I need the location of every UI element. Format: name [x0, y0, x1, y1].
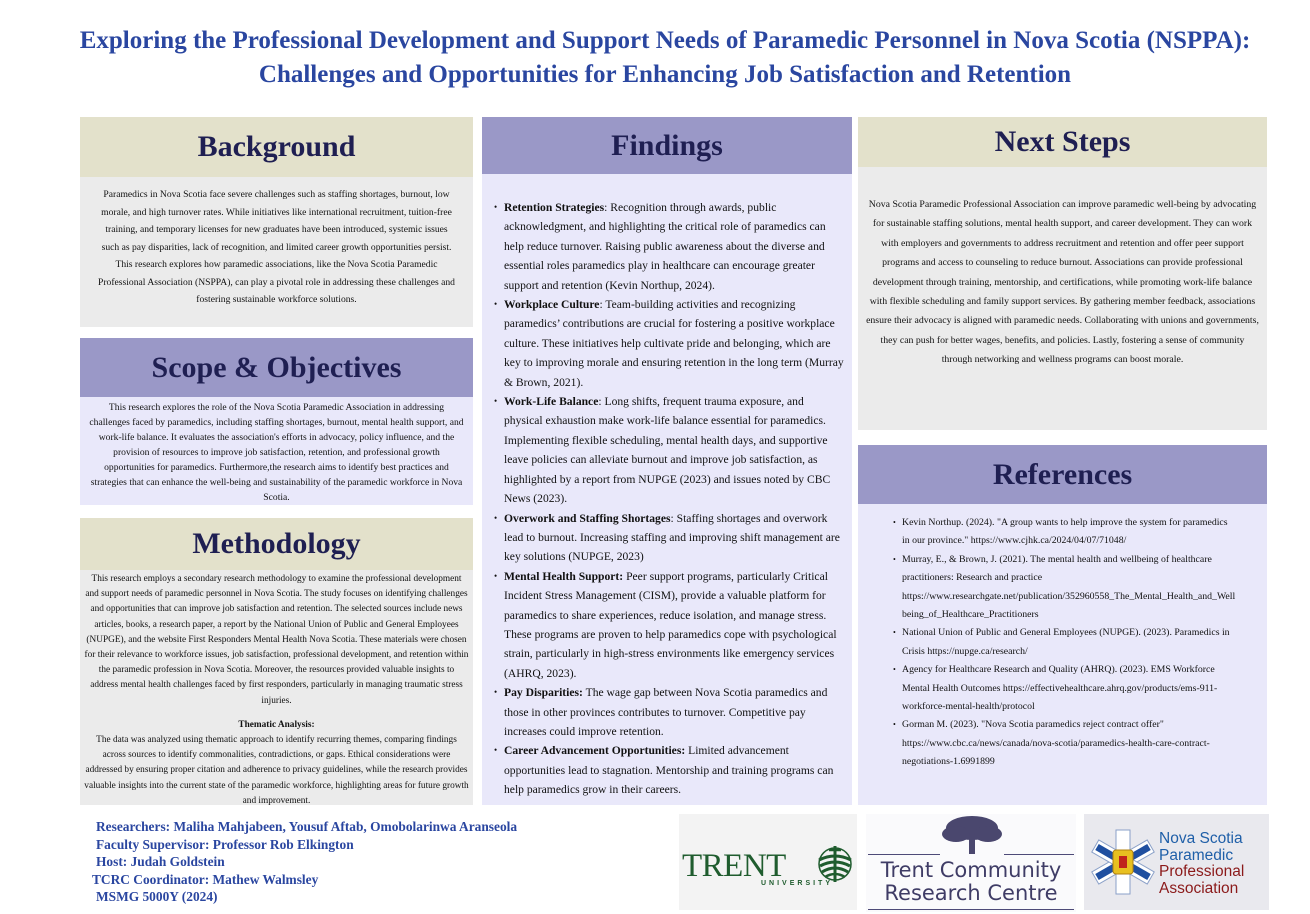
next-steps-text: Nova Scotia Paramedic Professional Association can improve paramedic well-being by advocating for sustainable staffing solutions, mental health support, and career development. They can work with employers and governments to address recruitment and retention and offer peer support programs and access to counseling to reduce burnout. Associations can provide professional development through training, mentorship, and certifications, while promoting work-life balance with flexible scheduling and family support services. By gathering member feedback, associations ensure their advocacy is aligned with paramedic needs. Collaborating with unions and governments, they can push for better wages, benefits, and policies. Lastly, fostering a sense of community through networking and wellness programs can boost morale.	[866, 199, 1259, 366]
course-line: MSMG 5000Y (2024)	[96, 889, 218, 905]
finding-text: Recognition through awards, public acknowledgment, and highlighting the critical role of paramedics can help reduce turnover. Raising public awareness about the diverse and essential roles paramedics play in healthcare can encourage greater support and retention (Kevin Northup, 2024).	[504, 201, 826, 292]
references-list	[894, 514, 1237, 772]
tcrc-line-1: Trent Community	[880, 858, 1062, 882]
coordinator-line: TCRC Coordinator: Mathew Walmsley	[92, 871, 319, 887]
host-line: Host: Judah Goldstein	[96, 854, 225, 870]
finding-text: The wage gap between Nova Scotia paramedics and those in other provinces contributes to turnover. Competitive pay increases could improve retention.	[504, 686, 828, 738]
finding-label: Mental Health Support:	[504, 569, 624, 583]
reference-item: • National Union of Public and General Employees (NUPGE). (2023). Paramedics in Crisis https://nupge.ca/research/	[894, 624, 1237, 661]
background-text: Paramedics in Nova Scotia face severe challenges such as staffing shortages, burnout, low morale, and high turnover rates. While initiatives like international recruitment, tuition-free training, and temporary licenses for new graduates have been introduced, systemic issues such as pay disparities, lack of recognition, and limited career growth opportunities persist. This research explores how paramedic associations, like the Nova Scotia Paramedic Professional Association (NSPPA), can play a pivotal role in addressing these challenges and fostering sustainable workforce solutions.	[98, 189, 455, 305]
finding-item: • Overwork and Staffing Shortages: Staffing shortages and overwork lead to burnout. Increasing staffing and improving shift management are key solutions (NUPGE, 2023)	[494, 509, 844, 567]
finding-text: Staffing shortages and overwork lead to burnout. Increasing staffing and improving shift management are key solutions (NUPGE, 2023)	[504, 511, 840, 564]
methodology-text: This research employs a secondary research methodology to examine the professional development and support needs of paramedic personnel in Nova Scotia. The study focuses on identifying challenges and opportunities that can improve job satisfaction and retention. The selected sources include news articles, books, a research paper, a report by the National Union of Public and General Employees (NUPGE), and the website First Responders Mental Health Nova Scotia. These materials were chosen for their relevance to workforce issues, job satisfaction, professional development, and retention within the paramedic profession in Nova Scotia. Moreover, the resources provided valuable insights to address mental health challenges faced by first responders, particularly in managing traumatic stress injuries.	[84, 574, 469, 706]
trent-university-subtext: UNIVERSITY	[761, 880, 834, 887]
scope-section	[80, 338, 473, 505]
scope-heading: Scope & Objectives	[80, 338, 473, 397]
tree-icon	[940, 814, 1004, 856]
findings-section	[482, 117, 852, 805]
reference-item: • Kevin Northup. (2024). "A group wants to help improve the system for paramedics in our province." https://www.cjhk.ca/2024/04/07/71048/	[894, 514, 1237, 551]
nsppa-wordmark: Nova Scotia Paramedic Professional Association	[1159, 830, 1245, 897]
poster-title: Exploring the Professional Development and Support Needs of Paramedic Personnel in Nova Scotia (NSPPA): Challenges and Opportunities for Enhancing Job Satisfaction and Retention	[79, 27, 1251, 88]
references-section	[858, 445, 1267, 805]
reference-item: • Agency for Healthcare Research and Quality (AHRQ). (2023). EMS Workforce Mental Health Outcomes https://effectivehealthcare.ahrq.gov/products/ems-911-workforce-mental-health/protocol	[894, 661, 1237, 716]
methodology-heading: Methodology	[80, 518, 473, 570]
reference-item: • Murray, E., & Brown, J. (2021). The mental health and wellbeing of healthcare practitioners: Research and practice https://www.researchgate.net/publication/352960558_The_Mental_Health_and_Wellbeing_of_Healthcare_Practitioners	[894, 551, 1237, 625]
findings-list	[494, 198, 844, 800]
tcrc-line-2: Research Centre	[884, 881, 1058, 905]
findings-heading: Findings	[482, 117, 852, 174]
trent-crest-icon	[817, 844, 853, 884]
researchers-line: Researchers: Maliha Mahjabeen, Yousuf Aftab, Omobolarinwa Aranseola	[96, 819, 518, 834]
finding-item	[494, 567, 844, 683]
divider	[868, 909, 1074, 910]
finding-label: Career Advancement Opportunities:	[504, 744, 686, 758]
scope-text: This research explores the role of the Nova Scotia Paramedic Association in addressing challenges faced by paramedics, including staffing shortages, burnout, mental health support, and work-life balance. It evaluates the association's efforts in advocacy, policy influence, and the provision of resources to improve job satisfaction, retention, and professional growth opportunities for paramedics. Furthermore,the research aims to identify best practices and strategies that can enhance the well-being and sustainability of the paramedic workforce in Nova Scotia.	[89, 402, 464, 503]
thematic-analysis-heading: Thematic Analysis:	[238, 719, 315, 730]
finding-item	[494, 741, 844, 799]
finding-item: • Retention Strategies: Recognition through awards, public acknowledgment, and highlighting the critical role of paramedics can help reduce turnover. Raising public awareness about the diverse and essential roles paramedics play in healthcare can encourage greater support and retention (Kevin Northup, 2024).	[494, 198, 844, 295]
divider	[868, 854, 940, 855]
finding-text: Team-building activities and recognizing paramedics’ contributions are crucial for fostering a positive workplace culture. These initiatives help cultivate pride and belonging, which are key to improving morale and ensuring retention in the long term (Murray & Brown, 2021).	[504, 298, 844, 389]
trent-university-logo	[679, 814, 857, 910]
background-section	[80, 117, 473, 327]
reference-item: • Gorman M. (2023). "Nova Scotia paramedics reject contract offer" https://www.cbc.ca/news/canada/nova-scotia/paramedics-health-care-contract-negotiations-1.6991899	[894, 716, 1237, 771]
finding-label: Retention Strategies	[504, 201, 605, 214]
finding-text: Long shifts, frequent trauma exposure, and physical exhaustion make work-life balance essential for paramedics. Implementing flexible scheduling, mental health days, and supportive leave policies can alleviate burnout and improve job satisfaction, as highlighted by a report from NUPGE (2023) and issues noted by CBC News (2023).	[504, 395, 831, 506]
finding-item: • Work-Life Balance: Long shifts, frequent trauma exposure, and physical exhaustion make work-life balance essential for paramedics. Implementing flexible scheduling, mental health days, and supportive leave policies can alleviate burnout and improve job satisfaction, as highlighted by a report from NUPGE (2023) and issues noted by CBC News (2023).	[494, 392, 844, 508]
methodology-section	[80, 518, 473, 805]
finding-label: Workplace Culture	[504, 298, 600, 312]
next-steps-heading: Next Steps	[858, 117, 1267, 167]
next-steps-section	[858, 117, 1267, 430]
tcrc-logo	[866, 814, 1076, 912]
nsppa-logo	[1084, 814, 1269, 910]
thematic-analysis-text: The data was analyzed using thematic approach to identify recurring themes, comparing findings across sources to identify commonalities, contradictions, or gaps. Ethical considerations were addressed by ensuring proper citation and adherence to privacy guidelines, while the research provides valuable insights into the current state of the paramedic workforce, highlighting areas for future growth and improvement.	[84, 735, 469, 806]
finding-text: Peer support programs, particularly Critical Incident Stress Management (CISM), provide a valuable platform for paramedics to share experiences, reduce isolation, and manage stress. These programs are proven to help paramedics cope with psychological strain, particularly in high-stress environments like emergency services (AHRQ, 2023).	[504, 569, 837, 680]
credits-block	[92, 818, 517, 906]
finding-item	[494, 683, 844, 741]
finding-text: Limited advancement opportunities lead to stagnation. Mentorship and training programs can help paramedics grow in their careers.	[504, 744, 834, 797]
finding-label: Pay Disparities:	[504, 686, 583, 700]
supervisor-line: Faculty Supervisor: Professor Rob Elkington	[96, 836, 354, 852]
finding-label: Overwork and Staffing Shortages	[504, 511, 671, 525]
finding-item: • Workplace Culture: Team-building activities and recognizing paramedics’ contributions are crucial for fostering a positive workplace culture. These initiatives help cultivate pride and belonging, which are key to improving morale and ensuring retention in the long term (Murray & Brown, 2021).	[494, 295, 844, 392]
trent-wordmark: TRENT	[682, 848, 786, 884]
background-heading: Background	[80, 117, 473, 177]
star-of-life-icon	[1090, 828, 1156, 896]
finding-label: Work-Life Balance	[504, 395, 599, 409]
divider	[1004, 854, 1074, 855]
references-heading: References	[858, 445, 1267, 504]
